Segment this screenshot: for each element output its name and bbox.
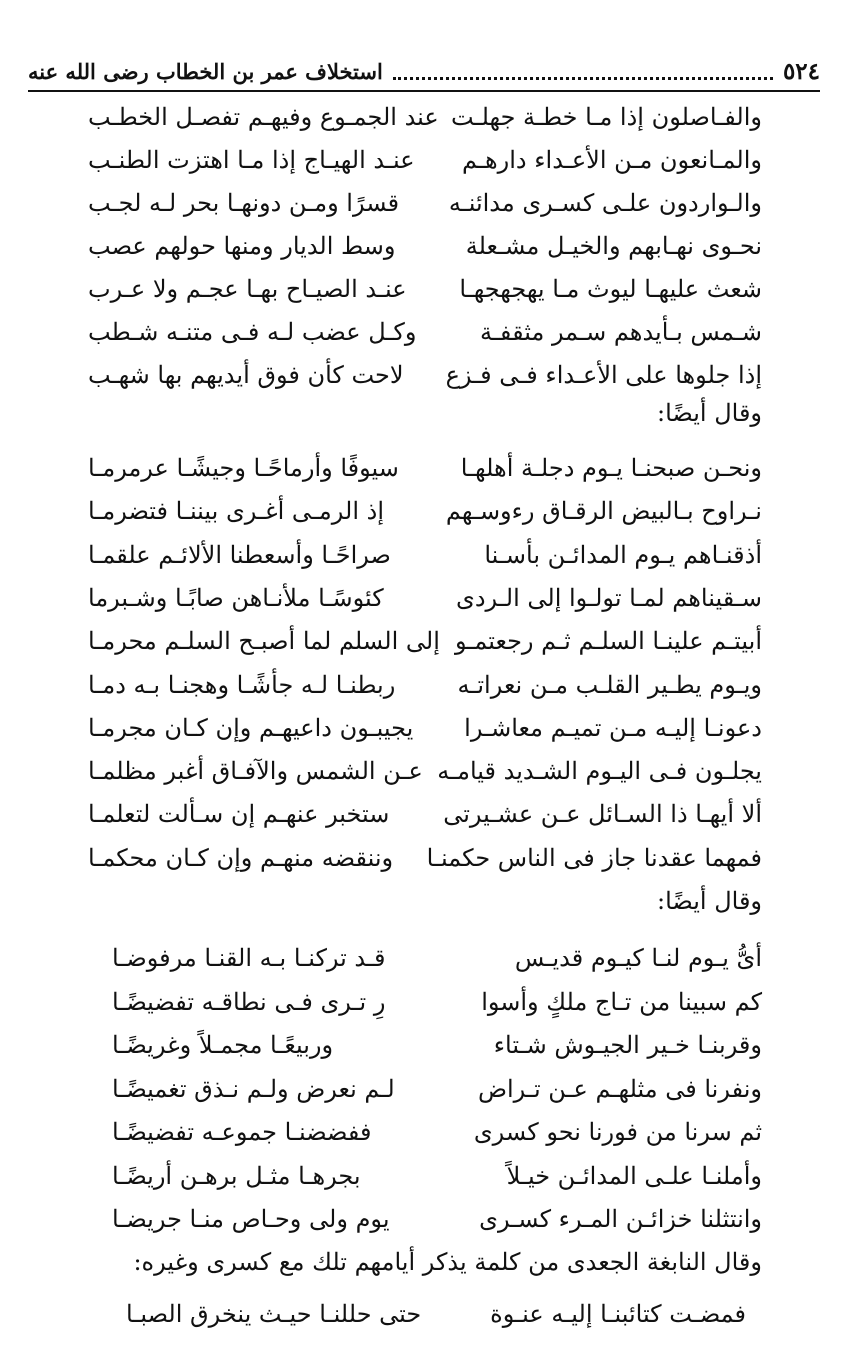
verse-line xyxy=(88,668,762,702)
running-header xyxy=(28,54,820,88)
leader-dots xyxy=(393,63,773,80)
verse-first-hemistich: ونفرنا فى مثلهـم عـن تـراض xyxy=(477,1074,762,1103)
verse-line xyxy=(88,711,762,745)
verse-line xyxy=(88,229,762,263)
verse-second-hemistich: وسط الديار ومنها حولهم عصب xyxy=(88,232,396,260)
verse-first-hemistich: شعث عليهـا ليوث مـا يهجهجهـا xyxy=(459,275,762,303)
verse-line xyxy=(126,1297,746,1331)
verse-line xyxy=(88,272,762,306)
verse-line xyxy=(88,754,762,788)
verse-first-hemistich: وانتثلنا خزائـن المـرء كسـرى xyxy=(479,1205,762,1233)
verse-first-hemistich: والمـانعون مـن الأعـداء دارهـم xyxy=(462,146,762,174)
verse-first-hemistich: أبيتـم علينـا السلـم ثـم رجعتمـو xyxy=(454,627,762,656)
verse-line xyxy=(88,358,762,392)
verse-second-hemistich: وننقضه منهـم وإن كـان محكمـا xyxy=(88,843,394,872)
intro-text-3: وقال أيضًا: xyxy=(657,887,762,915)
verse-second-hemistich: ففضضنـا جموعـه تفضيضًـا xyxy=(112,1118,372,1146)
chapter-title: استخلاف عمر بن الخطاب رضى الله عنه xyxy=(28,58,383,84)
verse-second-hemistich: يجيبـون داعيهـم وإن كـان مجرمـا xyxy=(88,713,414,742)
verse-first-hemistich: يجلـون فـى اليـوم الشـديد قيامـه xyxy=(437,757,762,786)
verse-first-hemistich: نحـوى نهـابهم والخيـل مشـعلة xyxy=(465,232,762,260)
verse-line xyxy=(112,1028,762,1062)
verse-second-hemistich: وكـل عضب لـه فـى متنـه شـطب xyxy=(88,318,417,346)
verse-second-hemistich: عـن الشمس والآفـاق أغبر مظلمـا xyxy=(88,757,423,786)
verse-second-hemistich: حتى حللنـا حيـث ينخرق الصبـا xyxy=(126,1300,422,1328)
verse-first-hemistich: كم سبينا من تـاج ملكٍ وأسوا xyxy=(481,987,762,1016)
verse-line xyxy=(88,186,762,220)
verse-second-hemistich: عنـد الصيـاح بهـا عجـم ولا عـرب xyxy=(88,275,407,303)
verse-second-hemistich: رِ تـرى فـى نطاقـه تفضيضًـا xyxy=(112,987,386,1016)
verse-line xyxy=(112,941,762,975)
verse-first-hemistich: شـمس بـأيدهم سـمر مثقفـة xyxy=(480,318,762,346)
verse-line xyxy=(88,841,762,875)
verse-second-hemistich: وربيعًـا مجمـلاً وغريضًـا xyxy=(112,1031,334,1059)
verse-line xyxy=(88,581,762,615)
verse-second-hemistich: ستخبر عنهـم إن سـألت لتعلمـا xyxy=(88,800,390,829)
verse-first-hemistich: ثم سرنا من فورنا نحو كسرى xyxy=(473,1118,762,1146)
verse-second-hemistich: قـد تركنـا بـه القنـا مرفوضـا xyxy=(112,944,386,972)
verse-second-hemistich: لـم نعرض ولـم نـذق تغميضًـا xyxy=(112,1074,395,1103)
verse-first-hemistich: سـقيناهم لمـا تولـوا إلى الـردى xyxy=(456,583,762,612)
verse-first-hemistich: ألا أيهـا ذا السـائل عـن عشـيرتى xyxy=(443,800,762,829)
verse-first-hemistich: ونحـن صبحنـا يـوم دجلـة أهلهـا xyxy=(460,454,762,482)
intro-text-4: وقال النابغة الجعدى من كلمة يذكر أيامهم تلك مع كسرى وغيره: xyxy=(133,1248,762,1276)
verse-second-hemistich: عنـد الهيـاج إذا مـا اهتزت الطنـب xyxy=(88,146,415,174)
verse-line xyxy=(112,1072,762,1106)
verse-second-hemistich: لاحت كأن فوق أيديهم بها شهـب xyxy=(88,361,404,389)
verse-line xyxy=(88,797,762,831)
verse-first-hemistich: وقربنـا خـير الجيـوش شـتاء xyxy=(493,1031,762,1059)
verse-second-hemistich: بجرهـا مثـل برهـن أريضًـا xyxy=(112,1161,361,1190)
verse-line xyxy=(112,1202,762,1236)
verse-second-hemistich: صراحًـا وأسعطنا الألائـم علقمـا xyxy=(88,540,391,569)
verse-second-hemistich: يوم ولى وحـاص منـا جريضـا xyxy=(112,1205,390,1233)
verse-first-hemistich: وأملنـا علـى المدائـن خيـلاً xyxy=(506,1161,762,1190)
verse-first-hemistich: نـراوح بـالبيض الرقـاق رءوسـهم xyxy=(445,497,762,526)
page-number: ٥٢٤ xyxy=(782,57,820,85)
verse-second-hemistich: عند الجمـوع وفيهـم تفصـل الخطـب xyxy=(88,103,439,131)
verse-first-hemistich: ويـوم يطـير القلـب مـن نعراتـه xyxy=(457,670,762,699)
verse-first-hemistich: فمضـت كتائبنـا إليـه عنـوة xyxy=(490,1300,746,1328)
verse-first-hemistich: دعونـا إليـه مـن تميـم معاشـرا xyxy=(464,713,762,742)
verse-first-hemistich: أذقنـاهم يـوم المدائـن بأسـنا xyxy=(484,540,762,569)
verse-line xyxy=(88,624,762,658)
verse-line xyxy=(88,451,762,485)
verse-line xyxy=(88,315,762,349)
verse-second-hemistich: إلى السلم لما أصبـح السلـم محرمـا xyxy=(88,627,440,656)
verse-first-hemistich: والفـاصلون إذا مـا خطـة جهلـت xyxy=(450,103,762,131)
verse-first-hemistich: فمهما عقدنا جاز فى الناس حكمنـا xyxy=(426,843,762,872)
intro-text-2: وقال أيضًا: xyxy=(657,399,762,427)
verse-first-hemistich: أىُّ يـوم لنـا كيـوم قديـس xyxy=(514,944,762,972)
verse-second-hemistich: سيوفًا وأرماحًـا وجيشًـا عرمرمـا xyxy=(88,454,399,482)
verse-line xyxy=(88,494,762,528)
verse-first-hemistich: والـواردون علـى كسـرى مدائنـه xyxy=(448,189,762,217)
verse-line xyxy=(88,100,762,134)
verse-line xyxy=(112,985,762,1019)
verse-line xyxy=(112,1159,762,1193)
verse-second-hemistich: إذ الرمـى أغـرى بيننـا فتضرمـا xyxy=(88,497,384,526)
verse-line xyxy=(88,143,762,177)
verse-line xyxy=(112,1115,762,1149)
verse-line xyxy=(88,538,762,572)
verse-second-hemistich: كئوسًـا ملأنـاهن صابًـا وشـبرما xyxy=(88,583,384,612)
header-rule xyxy=(28,90,820,92)
verse-first-hemistich: إذا جلوها على الأعـداء فـى فـزع xyxy=(445,361,762,389)
verse-second-hemistich: قسرًا ومـن دونهـا بحر لـه لجـب xyxy=(88,189,400,217)
verse-second-hemistich: ربطنـا لـه جأشًـا وهجنـا بـه دمـا xyxy=(88,670,396,699)
